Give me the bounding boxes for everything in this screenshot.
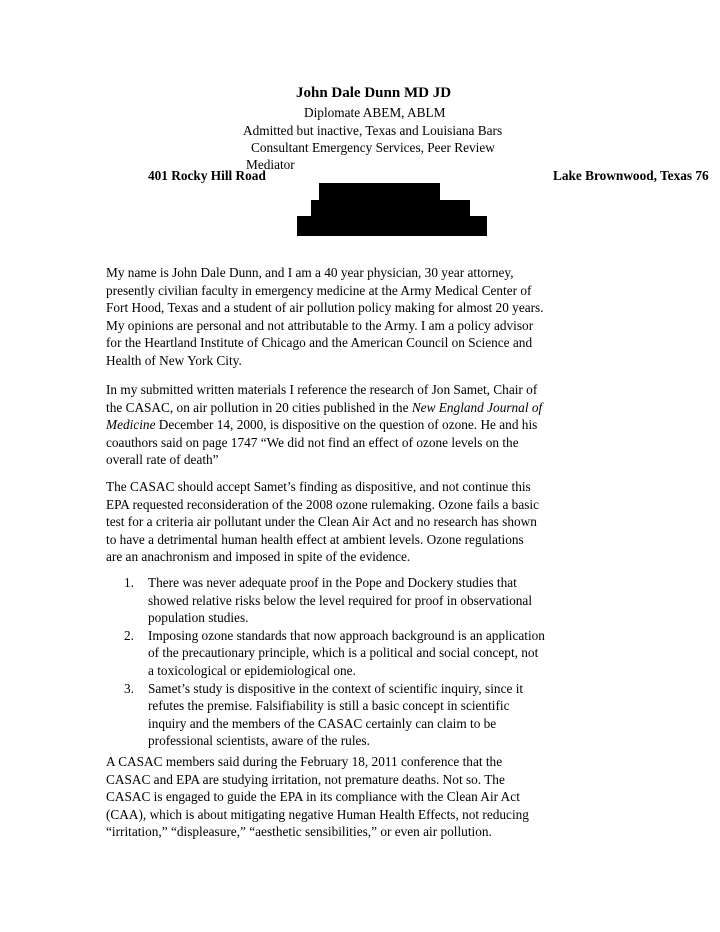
- redaction-block: [297, 216, 487, 236]
- text-line: population studies.: [148, 610, 249, 626]
- text-line: A CASAC members said during the February 18, 2011 conference that the: [106, 754, 503, 769]
- text-line: professional scientists, aware of the rules.: [148, 733, 370, 749]
- paragraph-casac-recommendation: [106, 478, 596, 566]
- paragraph-samet-reference: [106, 381, 596, 469]
- text-run: December 14, 2000, is dispositive on the question of ozone. He and his: [155, 417, 538, 433]
- text-line: to have a detrimental human health effect at ambient levels. Ozone regulations: [106, 531, 524, 547]
- text-line: showed relative risks below the level required for proof in observational: [148, 592, 533, 608]
- journal-title: New England Journal of: [411, 399, 543, 415]
- text-line: In my submitted written materials I reference the research of Jon Samet, Chair of: [106, 382, 538, 397]
- numbered-list: [124, 574, 594, 750]
- text-line: CASAC and EPA are studying irritation, not premature deaths. Not so. The: [106, 771, 505, 787]
- text-line: Fort Hood, Texas and a student of air pollution policy making for almost 20 years.: [106, 300, 544, 316]
- text-line: Samet’s study is dispositive in the context of scientific inquiry, since it: [148, 680, 524, 696]
- list-number: 1.: [124, 575, 134, 590]
- text-line: refutes the premise. Falsifiability is still a basic concept in scientific: [148, 698, 510, 714]
- text-line: [106, 399, 596, 417]
- credential-line: Admitted but inactive, Texas and Louisiana Bars: [243, 123, 503, 138]
- text-line: Health of New York City.: [106, 352, 242, 368]
- text-line: [106, 416, 596, 434]
- text-line: There was never adequate proof in the Pope and Dockery studies that: [148, 575, 517, 590]
- text-line: The CASAC should accept Samet’s finding as dispositive, and not continue this: [106, 479, 531, 494]
- text-line: presently civilian faculty in emergency medicine at the Army Medical Center of: [106, 282, 532, 298]
- text-line: coauthors said on page 1747 “We did not find an effect of ozone levels on the: [106, 434, 519, 450]
- redaction-block: [319, 183, 440, 201]
- text-line: (CAA), which is about mitigating negative Human Health Effects, not reducing: [106, 806, 529, 822]
- credential-line: Consultant Emergency Services, Peer Review: [251, 140, 495, 155]
- text-line: inquiry and the members of the CASAC certainly can claim to be: [148, 715, 497, 731]
- text-line: of the precautionary principle, which is a political and social concept, not: [148, 645, 539, 661]
- text-line: My opinions are personal and not attributable to the Army. I am a policy advisor: [106, 317, 534, 333]
- text-line: are an anachronism and imposed in spite of the evidence.: [106, 549, 411, 565]
- text-line: for the Heartland Institute of Chicago and the American Council on Science and: [106, 335, 533, 351]
- text-line: “irritation,” “displeasure,” “aesthetic sensibilities,” or even air pollution.: [106, 824, 492, 840]
- list-number: 3.: [124, 680, 134, 696]
- text-run: the CASAC, on air pollution in 20 cities published in the: [106, 399, 412, 415]
- author-name: John Dale Dunn MD JD: [296, 85, 452, 101]
- list-item: [124, 680, 594, 750]
- address-street: 401 Rocky Hill Road: [148, 168, 266, 183]
- credential-line: Mediator: [246, 157, 295, 172]
- text-line: CASAC is engaged to guide the EPA in its compliance with the Clean Air Act: [106, 789, 520, 805]
- text-line: EPA requested reconsideration of the 2008 ozone rulemaking. Ozone fails a basic: [106, 496, 540, 512]
- credential-line: Diplomate ABEM, ABLM: [304, 105, 446, 120]
- text-line: Imposing ozone standards that now approach background is an application: [148, 627, 545, 643]
- text-line: a toxicological or epidemiological one.: [148, 662, 356, 678]
- paragraph-casac-conference: [106, 753, 596, 841]
- journal-title: Medicine: [106, 417, 156, 433]
- text-line: test for a criteria air pollutant under the Clean Air Act and no research has shown: [106, 514, 537, 530]
- list-item: [124, 627, 594, 680]
- text-line: overall rate of death”: [106, 452, 219, 468]
- list-item: [124, 574, 594, 627]
- paragraph-intro: [106, 264, 596, 370]
- list-number: 2.: [124, 627, 134, 643]
- redaction-block: [311, 200, 470, 217]
- address-city: Lake Brownwood, Texas 76: [553, 168, 709, 183]
- text-line: My name is John Dale Dunn, and I am a 40 year physician, 30 year attorney,: [106, 265, 514, 280]
